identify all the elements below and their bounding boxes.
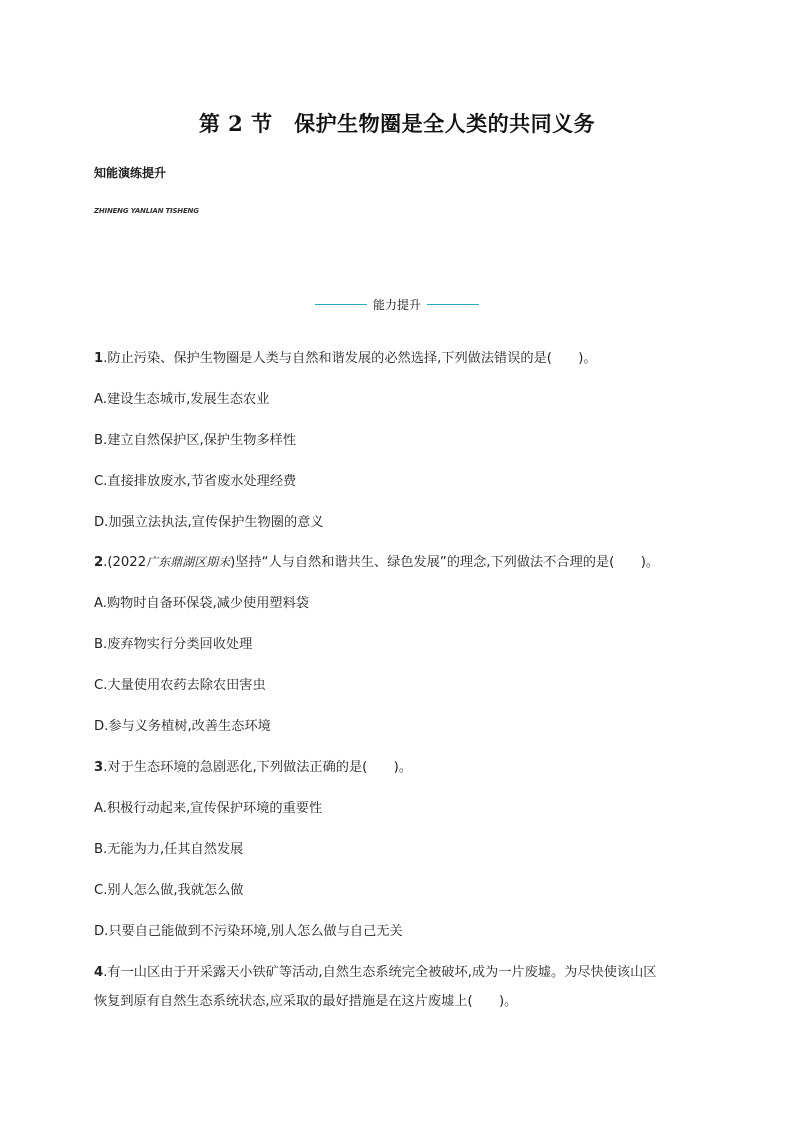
option-3d: D.只要自己能做到不污染环境,别人怎么做与自己无关 <box>94 924 403 939</box>
section-heading: 知能演练提升 <box>94 166 167 180</box>
question-text: .对于生态环境的急剧恶化,下列做法正确的是( )。 <box>103 760 412 775</box>
question-number: 1 <box>94 351 104 366</box>
question-1 <box>94 347 597 366</box>
question-number: 4 <box>94 965 104 980</box>
section-label: 能力提升 <box>372 298 421 312</box>
question-2 <box>94 551 659 570</box>
option-2b: B.废弃物实行分类回收处理 <box>94 637 253 652</box>
question-number: 2 <box>94 555 104 570</box>
page-title: 第 2 节 保护生物圈是全人类的共同义务 <box>198 111 596 136</box>
question-text: )坚持“人与自然和谐共生、绿色发展”的理念,下列做法不合理的是( )。 <box>230 555 660 570</box>
divider-line-left <box>315 304 367 305</box>
option-3c: C.别人怎么做,我就怎么做 <box>94 883 244 898</box>
section-divider <box>0 296 794 313</box>
option-2c: C.大量使用农药去除农田害虫 <box>94 678 266 693</box>
question-text: .有一山区由于开采露天小铁矿等活动,自然生态系统完全被破坏,成为一片废墟。为尽快使该山区 <box>103 965 657 980</box>
option-1b: B.建立自然保护区,保护生物多样性 <box>94 433 297 448</box>
question-4 <box>94 961 656 980</box>
question-number: 3 <box>94 760 104 775</box>
question-text: .防止污染、保护生物圈是人类与自然和谐发展的必然选择,下列做法错误的是( )。 <box>103 351 597 366</box>
question-source: 广东鼎湖区期末 <box>146 555 231 569</box>
option-1a: A.建设生态城市,发展生态农业 <box>94 392 270 407</box>
question-4-continued: 恢复到原有自然生态系统状态,应采取的最好措施是在这片废墟上( )。 <box>94 994 518 1009</box>
question-3 <box>94 756 412 775</box>
option-1c: C.直接排放废水,节省废水处理经费 <box>94 474 297 489</box>
option-1d: D.加强立法执法,宣传保护生物圈的意义 <box>94 515 324 530</box>
option-3a: A.积极行动起来,宣传保护环境的重要性 <box>94 801 323 816</box>
option-3b: B.无能为力,任其自然发展 <box>94 842 244 857</box>
divider-line-right <box>427 304 479 305</box>
pinyin-heading: ZHINENG YANLIAN TISHENG <box>94 207 199 215</box>
question-prefix: .(2022 <box>103 555 147 570</box>
option-2a: A.购物时自备环保袋,减少使用塑料袋 <box>94 596 309 611</box>
option-2d: D.参与义务植树,改善生态环境 <box>94 719 271 734</box>
